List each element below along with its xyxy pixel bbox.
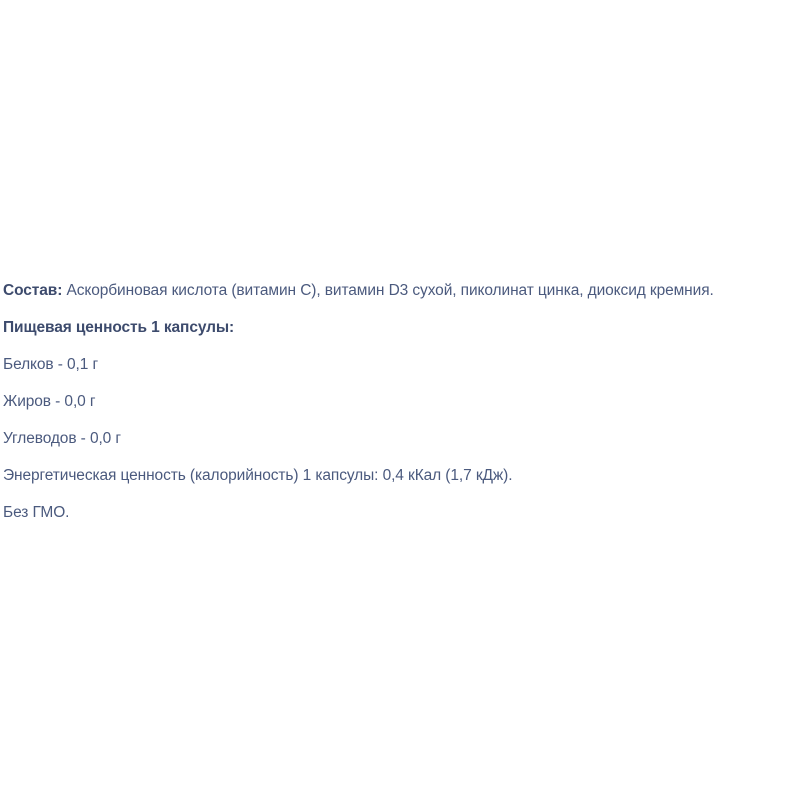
nutrition-heading: Пищевая ценность 1 капсулы:: [3, 319, 235, 336]
gmo-line: Без ГМО.: [3, 504, 70, 521]
composition-label: Состав:: [3, 282, 63, 299]
fat-line: Жиров - 0,0 г: [3, 393, 96, 410]
carbs-line: Углеводов - 0,0 г: [3, 430, 121, 447]
energy-line: Энергетическая ценность (калорийность) 1 капсулы: 0,4 кКал (1,7 кДж).: [3, 467, 513, 484]
composition-line: [3, 283, 799, 299]
product-description: [3, 283, 799, 542]
composition-text: Аскорбиновая кислота (витамин C), витамин D3 сухой, пиколинат цинка, диоксид кремния.: [66, 282, 714, 299]
protein-line: Белков - 0,1 г: [3, 356, 99, 373]
